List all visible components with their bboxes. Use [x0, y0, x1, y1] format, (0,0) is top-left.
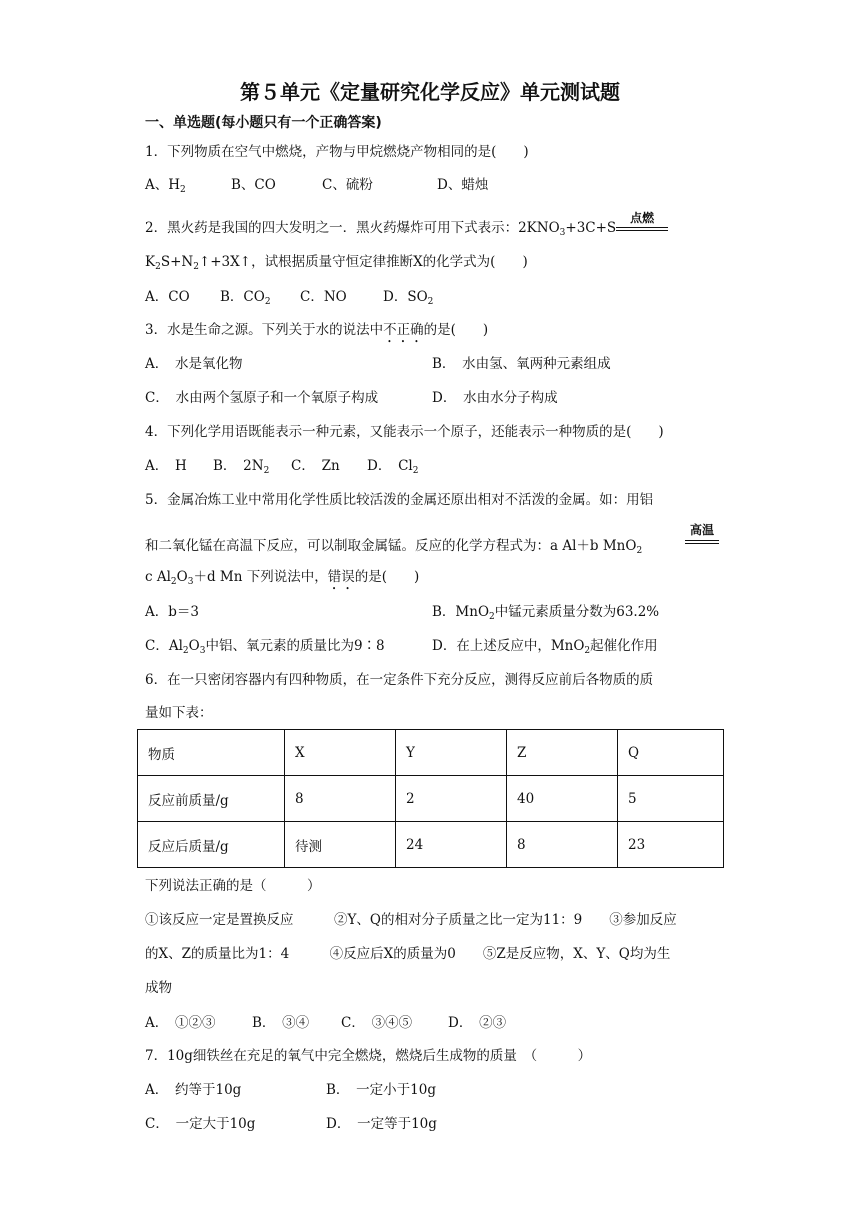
table-cell: 40 [507, 776, 618, 822]
question-1-option-d: D、蜡烛 [437, 177, 489, 193]
question-1-option-b: B、CO [231, 177, 276, 193]
question-6-option-a: A． ①②③ [145, 1015, 216, 1031]
question-6-stem-cont: 量如下表： [145, 705, 213, 721]
table-cell: 反应后质量/g [138, 822, 285, 868]
question-4-option-d: D． $Cl_2$ [367, 458, 419, 476]
table-cell: 23 [618, 822, 724, 868]
question-5-option-b: B．MnO$_2$中锰元素质量分数为63.2% [432, 604, 660, 622]
question-4-option-b: B． $2N_2$ [213, 458, 270, 476]
question-3-option-a: A． 水是氧化物 [145, 356, 243, 372]
question-3-stem: 3．水是生命之源。下列关于水的说法中不正确的是( ) [145, 322, 489, 338]
table-cell: Q [618, 730, 724, 776]
table-cell: 8 [285, 776, 396, 822]
question-1-option-a: A、$H_2$ [145, 177, 186, 195]
question-7-option-a: A． 约等于10g [145, 1082, 242, 1098]
table-cell: 24 [396, 822, 507, 868]
question-7-option-b: B． 一定小于10g [326, 1082, 436, 1098]
question-7-stem: 7．10g细铁丝在充足的氧气中完全燃烧，燃烧后生成物的质量 （ ） [145, 1048, 592, 1064]
table-row [138, 822, 724, 868]
table-cell: 8 [507, 822, 618, 868]
question-6-option-c: C． ③④⑤ [341, 1015, 413, 1031]
table-cell: 待测 [285, 822, 396, 868]
table-cell: 反应前质量/g [138, 776, 285, 822]
question-4-option-a: A． H [145, 458, 187, 474]
question-6-statements-3: 成物 [145, 980, 172, 996]
table-cell: Z [507, 730, 618, 776]
question-4-option-c: C． Zn [291, 458, 340, 474]
table-cell: X [285, 730, 396, 776]
question-4-stem: 4．下列化学用语既能表示一种元素，又能表示一个原子，还能表示一种物质的是( ) [145, 424, 664, 440]
question-3-option-c: C． 水由两个氢原子和一个氧原子构成 [145, 390, 379, 406]
question-5-stem: 5．金属冶炼工业中常用化学性质比较活泼的金属还原出相对不活泼的金属。如：用铝 [145, 492, 654, 508]
question-3-option-b: B． 水由氢、氧两种元素组成 [432, 356, 611, 372]
question-2-option-a: A．CO [145, 289, 190, 305]
question-2-option-b: B．$CO_2$ [220, 289, 271, 307]
question-2-stem: 2．黑火药是我国的四大发明之一．黑火药爆炸可用下式表示：$2KNO_3+3C+S$ 点燃 [145, 218, 668, 238]
question-2-stem-cont: $K_2S+N_2↑+3X↑$，试根据质量守恒定律推断X的化学式为( ) [145, 254, 528, 272]
question-3-option-d: D． 水由水分子构成 [432, 390, 558, 406]
question-6-statements-1: ①该反应一定是置换反应 ②Y、Q的相对分子质量之比一定为11：9 ③参加反应 [145, 912, 677, 928]
question-5-equation-cont: c $Al_2O_3+d$ Mn 下列说法中，错误的是( ) [145, 569, 420, 587]
question-1-option-c: C、硫粉 [322, 177, 373, 193]
question-2-option-d: D．$SO_2$ [383, 289, 434, 307]
table-cell: 物质 [138, 730, 285, 776]
question-2-option-c: C．NO [300, 289, 347, 305]
question-5-option-a: A．b＝3 [145, 604, 199, 620]
question-6-option-b: B． ③④ [252, 1015, 310, 1031]
question-7-option-c: C． 一定大于10g [145, 1116, 256, 1132]
high-temp-condition: 高温 [685, 528, 719, 548]
question-6-statements-2: 的X、Z的质量比为1：4 ④反应后X的质量为0 ⑤Z是反应物，X、Y、Q均为生 [145, 946, 671, 962]
question-7-option-d: D． 一定等于10g [326, 1116, 437, 1132]
table-row [138, 776, 724, 822]
question-5-stem-cont: 和二氧化锰在高温下反应，可以制取金属锰。反应的化学方程式为：a Al＋b MnO$_2$ [145, 538, 643, 556]
question-5-option-d: D．在上述反应中，MnO$_2$起催化作用 [432, 638, 658, 656]
table-cell: 5 [618, 776, 724, 822]
section-heading: 一、单选题(每小题只有一个正确答案) [145, 115, 382, 131]
mass-table [137, 729, 724, 868]
question-6-stem: 6．在一只密闭容器内有四种物质，在一定条件下充分反应，测得反应前后各物质的质 [145, 672, 654, 688]
ignite-condition: 点燃 [616, 218, 668, 238]
page-title: 第５单元《定量研究化学反应》单元测试题 [240, 80, 620, 104]
question-1-stem: 1．下列物质在空气中燃烧，产物与甲烷燃烧产物相同的是( ) [145, 144, 529, 160]
question-6-option-d: D． ②③ [448, 1015, 507, 1031]
question-6-ask: 下列说法正确的是（ ） [145, 878, 321, 894]
table-row [138, 730, 724, 776]
table-cell: Y [396, 730, 507, 776]
question-5-option-c: C．$Al_2O_3$中铝、氧元素的质量比为9∶8 [145, 638, 385, 656]
table-cell: 2 [396, 776, 507, 822]
